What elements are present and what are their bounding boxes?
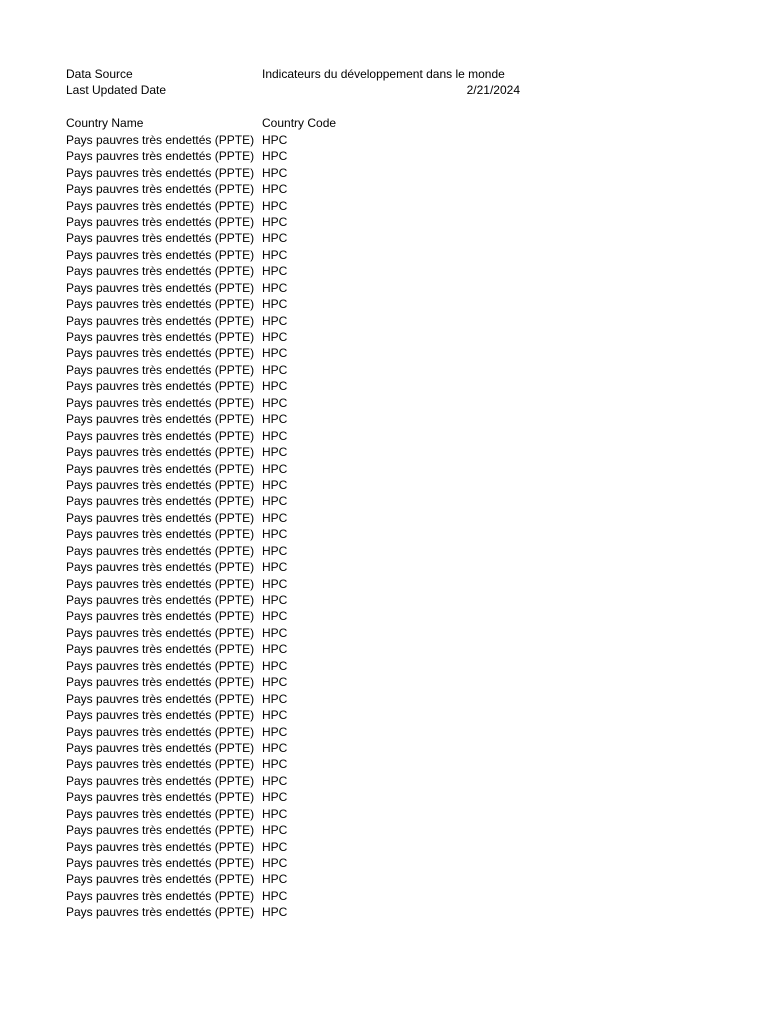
- country-name-cell: Pays pauvres très endettés (PPTE): [66, 412, 255, 427]
- table-row: [66, 773, 526, 789]
- table-row: [66, 904, 526, 920]
- table-row: [66, 313, 526, 329]
- country-name-cell: Pays pauvres très endettés (PPTE): [66, 149, 255, 164]
- table-row: [66, 559, 526, 575]
- country-name-cell: Pays pauvres très endettés (PPTE): [66, 297, 255, 312]
- country-name-cell: Pays pauvres très endettés (PPTE): [66, 609, 255, 624]
- country-name-cell: Pays pauvres très endettés (PPTE): [66, 642, 255, 657]
- country-name-cell: Pays pauvres très endettés (PPTE): [66, 576, 255, 591]
- country-code-cell: HPC: [262, 642, 288, 657]
- country-name-cell: Pays pauvres très endettés (PPTE): [66, 543, 255, 558]
- country-code-cell: HPC: [262, 510, 288, 525]
- country-code-cell: HPC: [262, 625, 288, 640]
- table-row: [66, 576, 526, 592]
- country-code-cell: HPC: [262, 527, 288, 542]
- spreadsheet-page: [66, 66, 526, 921]
- country-code-cell: HPC: [262, 428, 288, 443]
- country-name-cell: Pays pauvres très endettés (PPTE): [66, 445, 255, 460]
- country-name-cell: Pays pauvres très endettés (PPTE): [66, 724, 255, 739]
- country-code-cell: HPC: [262, 494, 288, 509]
- table-row: [66, 658, 526, 674]
- country-code-cell: HPC: [262, 593, 288, 607]
- country-code-cell: HPC: [262, 132, 288, 147]
- country-code-cell: HPC: [262, 888, 288, 903]
- country-name-cell: Pays pauvres très endettés (PPTE): [66, 658, 255, 673]
- country-code-cell: HPC: [262, 856, 288, 870]
- table-row: [66, 625, 526, 641]
- country-code-cell: HPC: [262, 346, 288, 361]
- country-name-cell: Pays pauvres très endettés (PPTE): [66, 395, 255, 410]
- country-name-cell: Pays pauvres très endettés (PPTE): [66, 247, 255, 262]
- country-code-cell: HPC: [262, 724, 288, 739]
- table-row: [66, 444, 526, 460]
- country-code-cell: HPC: [262, 543, 288, 558]
- table-row: [66, 707, 526, 723]
- country-code-cell: HPC: [262, 658, 288, 673]
- country-code-cell: HPC: [262, 264, 288, 279]
- country-name-cell: Pays pauvres très endettés (PPTE): [66, 839, 255, 854]
- table-row: [66, 806, 526, 822]
- last-updated-value: 2/21/2024: [466, 83, 520, 98]
- country-code-cell: HPC: [262, 165, 288, 180]
- country-code-cell: HPC: [262, 182, 288, 197]
- country-name-cell: Pays pauvres très endettés (PPTE): [66, 313, 255, 328]
- country-name-cell: Pays pauvres très endettés (PPTE): [66, 691, 255, 706]
- table-row: [66, 839, 526, 855]
- country-name-cell: Pays pauvres très endettés (PPTE): [66, 593, 255, 607]
- country-name-cell: Pays pauvres très endettés (PPTE): [66, 494, 255, 509]
- country-name-cell: Pays pauvres très endettés (PPTE): [66, 264, 255, 279]
- country-code-cell: HPC: [262, 609, 288, 624]
- country-name-cell: Pays pauvres très endettés (PPTE): [66, 708, 255, 723]
- country-code-cell: HPC: [262, 198, 288, 213]
- table-row: [66, 395, 526, 411]
- table-row: [66, 641, 526, 657]
- country-name-cell: Pays pauvres très endettés (PPTE): [66, 379, 255, 394]
- data-source-value: Indicateurs du développement dans le monde: [262, 67, 505, 81]
- data-source-row: [66, 66, 526, 82]
- table-row: [66, 510, 526, 526]
- country-code-cell: HPC: [262, 806, 288, 821]
- country-name-cell: Pays pauvres très endettés (PPTE): [66, 625, 255, 640]
- country-name-cell: Pays pauvres très endettés (PPTE): [66, 790, 255, 805]
- country-name-cell: Pays pauvres très endettés (PPTE): [66, 477, 255, 492]
- country-name-cell: Pays pauvres très endettés (PPTE): [66, 888, 255, 903]
- country-code-cell: HPC: [262, 461, 288, 476]
- table-row: [66, 493, 526, 509]
- table-row: [66, 296, 526, 312]
- country-code-cell: HPC: [262, 362, 288, 377]
- table-row: [66, 181, 526, 197]
- table-row: [66, 740, 526, 756]
- table-row: [66, 871, 526, 887]
- blank-row: [66, 99, 526, 115]
- country-name-cell: Pays pauvres très endettés (PPTE): [66, 740, 255, 755]
- country-code-cell: HPC: [262, 691, 288, 706]
- table-header-row: [66, 115, 526, 131]
- country-name-cell: Pays pauvres très endettés (PPTE): [66, 182, 255, 197]
- country-code-cell: HPC: [262, 872, 288, 887]
- table-row: [66, 789, 526, 805]
- country-code-cell: HPC: [262, 839, 288, 854]
- country-name-cell: Pays pauvres très endettés (PPTE): [66, 198, 255, 213]
- table-row: [66, 263, 526, 279]
- country-name-cell: Pays pauvres très endettés (PPTE): [66, 856, 255, 870]
- table-row: [66, 608, 526, 624]
- table-row: [66, 165, 526, 181]
- table-row: [66, 822, 526, 838]
- table-row: [66, 855, 526, 871]
- last-updated-row: [66, 82, 526, 98]
- country-name-cell: Pays pauvres très endettés (PPTE): [66, 905, 255, 920]
- country-name-cell: Pays pauvres très endettés (PPTE): [66, 773, 255, 788]
- table-row: [66, 247, 526, 263]
- table-body: [66, 132, 526, 921]
- country-code-cell: HPC: [262, 247, 288, 262]
- table-row: [66, 543, 526, 559]
- country-code-cell: HPC: [262, 280, 288, 295]
- country-code-cell: HPC: [262, 773, 288, 788]
- country-name-cell: Pays pauvres très endettés (PPTE): [66, 757, 255, 772]
- country-code-cell: HPC: [262, 412, 288, 427]
- table-row: [66, 148, 526, 164]
- column-header-country-code: Country Code: [262, 116, 337, 131]
- country-name-cell: Pays pauvres très endettés (PPTE): [66, 346, 255, 361]
- country-name-cell: Pays pauvres très endettés (PPTE): [66, 362, 255, 377]
- country-code-cell: HPC: [262, 740, 288, 755]
- country-code-cell: HPC: [262, 675, 288, 690]
- table-row: [66, 756, 526, 772]
- table-row: [66, 345, 526, 361]
- country-code-cell: HPC: [262, 297, 288, 312]
- table-row: [66, 214, 526, 230]
- table-row: [66, 132, 526, 148]
- country-code-cell: HPC: [262, 560, 288, 575]
- country-name-cell: Pays pauvres très endettés (PPTE): [66, 231, 255, 246]
- table-row: [66, 329, 526, 345]
- country-code-cell: HPC: [262, 708, 288, 723]
- table-row: [66, 198, 526, 214]
- country-code-cell: HPC: [262, 757, 288, 772]
- country-code-cell: HPC: [262, 379, 288, 394]
- table-row: [66, 461, 526, 477]
- country-name-cell: Pays pauvres très endettés (PPTE): [66, 330, 255, 344]
- table-row: [66, 888, 526, 904]
- country-name-cell: Pays pauvres très endettés (PPTE): [66, 165, 255, 180]
- country-code-cell: HPC: [262, 477, 288, 492]
- table-row: [66, 674, 526, 690]
- country-code-cell: HPC: [262, 313, 288, 328]
- country-name-cell: Pays pauvres très endettés (PPTE): [66, 280, 255, 295]
- country-code-cell: HPC: [262, 149, 288, 164]
- country-name-cell: Pays pauvres très endettés (PPTE): [66, 510, 255, 525]
- last-updated-label: Last Updated Date: [66, 83, 167, 98]
- country-name-cell: Pays pauvres très endettés (PPTE): [66, 428, 255, 443]
- table-row: [66, 428, 526, 444]
- country-name-cell: Pays pauvres très endettés (PPTE): [66, 823, 255, 838]
- table-row: [66, 477, 526, 493]
- column-header-country-name: Country Name: [66, 116, 144, 131]
- country-code-cell: HPC: [262, 231, 288, 246]
- table-row: [66, 362, 526, 378]
- table-row: [66, 411, 526, 427]
- country-code-cell: HPC: [262, 445, 288, 460]
- country-name-cell: Pays pauvres très endettés (PPTE): [66, 675, 255, 690]
- table-row: [66, 592, 526, 608]
- country-name-cell: Pays pauvres très endettés (PPTE): [66, 872, 255, 887]
- table-row: [66, 230, 526, 246]
- country-name-cell: Pays pauvres très endettés (PPTE): [66, 806, 255, 821]
- country-code-cell: HPC: [262, 823, 288, 838]
- data-source-label: Data Source: [66, 67, 133, 81]
- table-row: [66, 724, 526, 740]
- country-name-cell: Pays pauvres très endettés (PPTE): [66, 214, 255, 229]
- country-name-cell: Pays pauvres très endettés (PPTE): [66, 461, 255, 476]
- table-row: [66, 691, 526, 707]
- country-code-cell: HPC: [262, 330, 288, 344]
- country-code-cell: HPC: [262, 905, 288, 920]
- country-code-cell: HPC: [262, 214, 288, 229]
- country-code-cell: HPC: [262, 576, 288, 591]
- country-name-cell: Pays pauvres très endettés (PPTE): [66, 527, 255, 542]
- country-name-cell: Pays pauvres très endettés (PPTE): [66, 560, 255, 575]
- country-code-cell: HPC: [262, 395, 288, 410]
- table-row: [66, 280, 526, 296]
- table-row: [66, 526, 526, 542]
- country-name-cell: Pays pauvres très endettés (PPTE): [66, 132, 255, 147]
- table-row: [66, 378, 526, 394]
- country-code-cell: HPC: [262, 790, 288, 805]
